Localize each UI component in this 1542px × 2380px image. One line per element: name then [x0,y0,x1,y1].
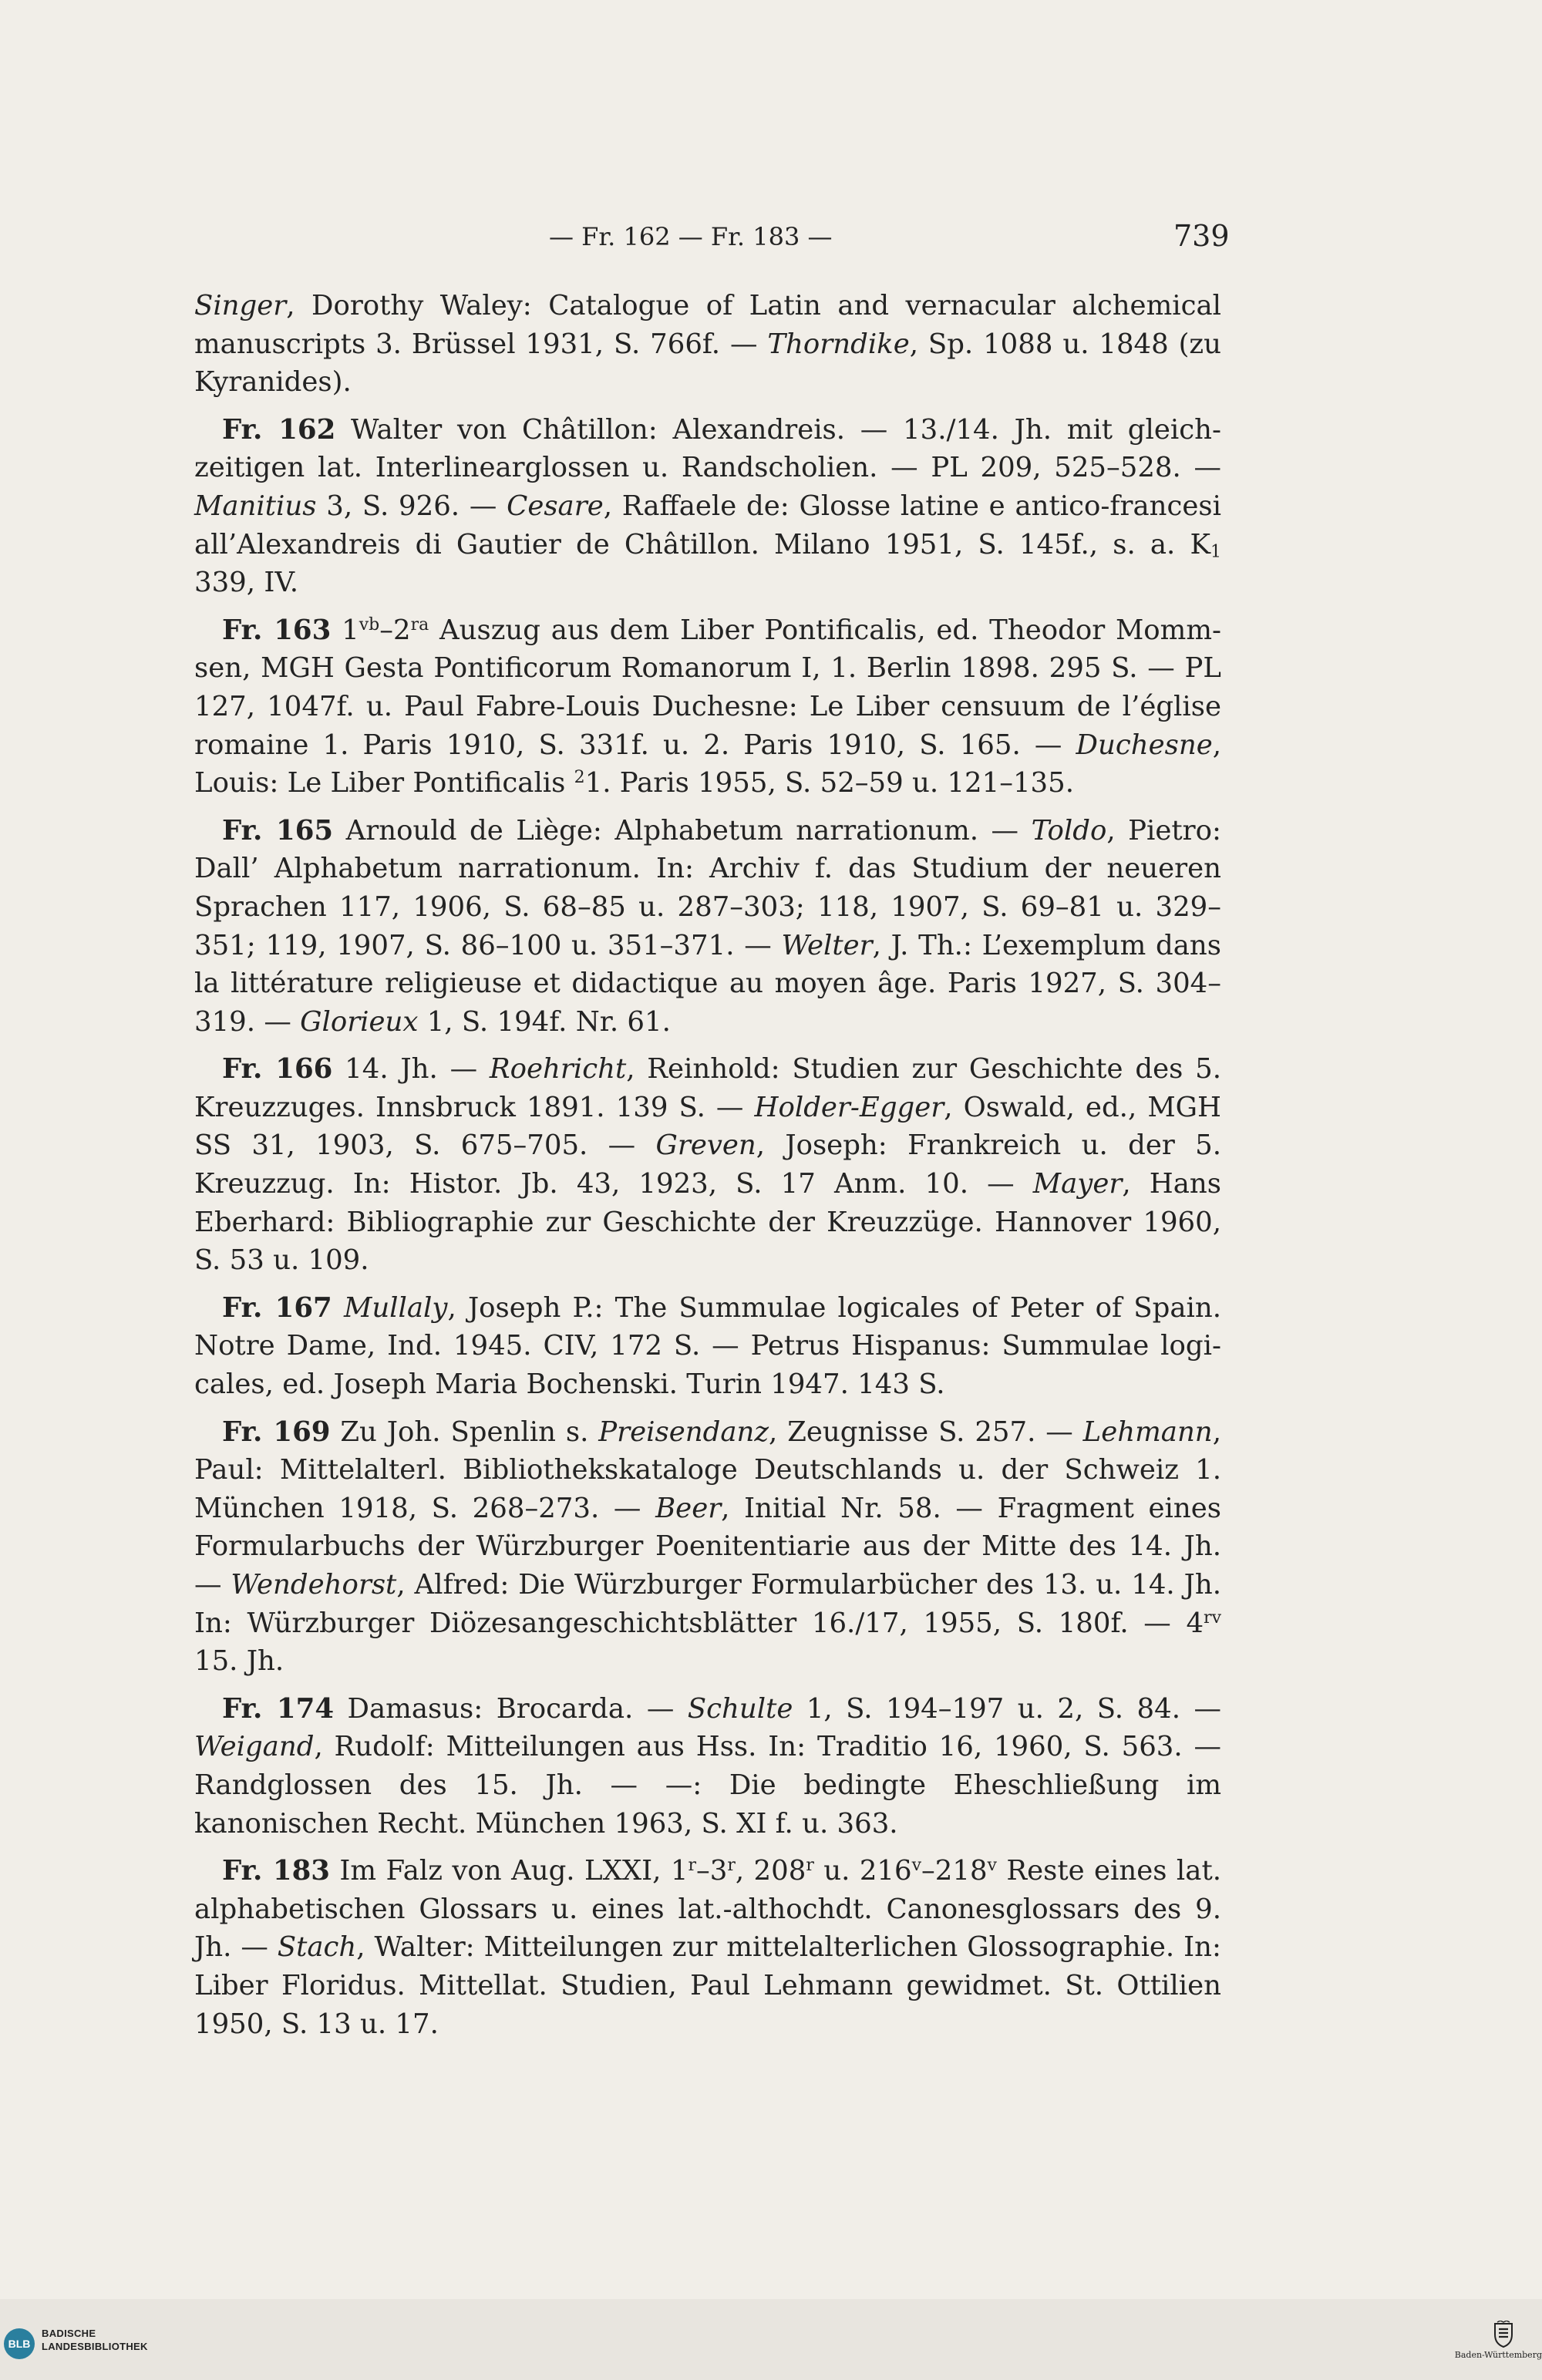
text-run: 1, S. 194f. Nr. 61. [418,1005,671,1038]
superscript: v [987,1856,997,1876]
superscript: 2 [574,768,585,788]
text-run: , Paul: Mittelalterl. Bibliothekskataloge Deutschlands u. der Schweiz 1. München 1918, S. 268–273. — [194,1416,1221,1524]
library-name-line-2: LANDESBIBLIOTHEK [42,2341,148,2352]
text-run: 3, S. 926. — [316,490,507,522]
text-run: , Sp. 1088 u. 1848 (zu Kyranides). [194,328,1222,399]
blb-logo[interactable]: BLB [4,2328,35,2359]
fragment-entry [194,812,1221,1042]
cited-author: Wendehorst [231,1569,397,1601]
text-run: Damasus: Brocarda. — [334,1692,688,1725]
cited-author: Glorieux [300,1005,419,1038]
running-head [0,219,1542,261]
page-number: 739 [1173,219,1230,253]
text-run [332,1292,344,1324]
cited-author: Singer [194,290,287,321]
fragment-label: Fr. 162 [222,413,336,446]
cited-author: Cesare [507,490,604,522]
intro-paragraph [194,287,1221,402]
text-block [194,287,1221,2052]
cited-author: Roehricht [489,1053,627,1086]
text-run: , Dorothy Waley: Catalogue of Latin and vernacular alchemical manuscripts 3. Brüssel 1931, S. 766f. — [194,290,1221,360]
fragment-entry [194,1050,1221,1280]
cited-author: Welter [781,929,873,961]
text-run: Arnould de Liège: Alphabetum narrationum. — [333,814,1032,847]
superscript: rv [1204,1607,1221,1628]
cited-author: Weigand [194,1731,315,1763]
text-run: Zu Joh. Spenlin s. [330,1416,599,1448]
cited-author: Holder-Egger [754,1091,944,1123]
cited-author: Duchesne [1076,729,1213,761]
cited-author: Thorndike [767,328,910,360]
viewer-footer [0,2299,1542,2380]
text-run: –2 [379,614,411,646]
fragment-entry [194,1289,1221,1404]
text-run: Auszug aus dem Liber Pontificalis, ed. Theodor Mommsen, MGH Gesta Pontificorum Romanorum I, 1. Berlin 1898. 295 S. — PL 127, 1047f. u. Paul Fabre-Louis Duchesne: Le Liber censuum de l’église romaine 1. Paris 1910, S. 331f. u. 2. Paris 1910, S. 165. — [194,614,1221,761]
cited-author: Schulte [687,1692,793,1725]
text-run: , Joseph: Frankreich u. der 5. Kreuzzug. In: Histor. Jb. 43, 1923, S. 17 Anm. 10. — [194,1129,1222,1200]
fragment-label: Fr. 169 [222,1416,331,1448]
text-run: , Pietro: Dall’ Alphabetum narrationum. In: Archiv f. das Studium der neueren Sprachen 117, 1906, S. 68–85 u. 287–303; 118, 1907, S. 69–81 u. 329–351; 119, 1907, S. 86–100 u. 351–371. — [194,814,1221,961]
text-run: , Oswald, ed., MGH SS 31, 1903, S. 675–705. — [194,1091,1221,1162]
text-run: , Initial Nr. 58. — Fragment eines Formularbuchs der Würzburger Poenitentiarie aus der Mitte des 14. Jh. — [194,1492,1221,1601]
text-run: 15. Jh. [194,1645,284,1678]
cited-author: Beer [655,1492,722,1524]
text-run: , Rudolf: Mitteilungen aus Hss. In: Traditio 16, 1960, S. 563. — Randglossen des 15. Jh. — —: Die bedingte Eheschließung im kanonischen Recht. München 1963, S. XI f. u. 363. [194,1731,1221,1840]
cited-author: Mullaly [343,1291,448,1324]
text-run: –218 [921,1855,988,1887]
fragment-entry [194,611,1221,803]
superscript: v [911,1856,922,1876]
fragment-label: Fr. 183 [222,1855,330,1887]
text-run: Walter von Châtillon: Alexandreis. — 13./14. Jh. mit gleichzeitigen lat. Interlinearglossen u. Randscholien. — PL 209, 525–528. — [194,413,1221,484]
cited-author: Mayer [1032,1168,1123,1200]
library-name-line-1: BADISCHE [42,2328,96,2339]
state-label: Baden-Württemberg [1454,2350,1542,2360]
running-title: — Fr. 162 — Fr. 183 — [549,222,833,251]
cited-author: Stach [277,1931,357,1964]
text-run: , Louis: Le Liber Pontificalis [194,729,1221,800]
superscript: r [688,1856,696,1876]
text-run: 339, IV. [194,567,299,599]
cited-author: Preisendanz [598,1416,769,1448]
coat-of-arms-icon [1493,2321,1514,2348]
text-run: u. 216 [813,1855,912,1887]
text-run: , Alfred: Die Würzburger Formularbücher des 13. u. 14. Jh. In: Würzburger Diözesangeschichtsblätter 16./17, 1955, S. 180f. — 4 [194,1569,1221,1639]
text-run: , Hans Eberhard: Bibliographie zur Geschichte der Kreuzzüge. Hannover 1960, S. 53 u. 109. [194,1168,1221,1277]
superscript: r [806,1856,814,1876]
cited-author: Greven [655,1129,756,1162]
fragment-entry [194,1413,1221,1681]
text-run: 1. Paris 1955, S. 52–59 u. 121–135. [584,767,1074,800]
text-run: , Reinhold: Studien zur Geschichte des 5. Kreuzzuges. Innsbruck 1891. 139 S. — [194,1053,1221,1123]
text-run: , Zeugnisse S. 257. — [769,1416,1083,1448]
text-run: , J. Th.: L’exemplum dans la littérature religieuse et didactique au moyen âge. Paris 1927, S. 304–319. — [194,929,1222,1038]
text-run: Im Falz von Aug. LXXI, 1 [329,1855,689,1887]
text-run: , Walter: Mitteilungen zur mittelalterlichen Glossographie. In: Liber Floridus. Mittellat. Studien, Paul Lehmann gewidmet. St. Ottilien 1950, S. 13 u. 17. [194,1931,1222,2040]
text-run: , Joseph P.: The Summulae logicales of Peter of Spain. Notre Dame, Ind. 1945. CIV, 172 S. — Petrus Hispanus: Summulae logicales, ed. Joseph Maria Bochenski. Turin 1947. 143 S. [194,1291,1221,1401]
library-name[interactable] [42,2327,211,2353]
fragment-label: Fr. 166 [222,1053,333,1086]
superscript: ra [410,614,429,635]
fragment-label: Fr. 174 [222,1692,335,1725]
fragment-entry [194,1690,1221,1843]
text-run: 1 [331,614,359,646]
fragment-label: Fr. 165 [222,814,334,847]
superscript: vb [359,614,380,635]
superscript: r [727,1856,736,1876]
text-run: 1, S. 194–197 u. 2, S. 84. — [793,1692,1221,1725]
fragment-label: Fr. 163 [222,614,332,646]
cited-author: Manitius [194,490,317,522]
fragment-entry [194,411,1221,602]
cited-author: Lehmann [1082,1416,1213,1448]
text-run: 14. Jh. — [332,1053,490,1086]
text-run: , Raffaele de: Glosse latine e antico-francesi all’Alexandreis di Gautier de Châtillon. Milano 1951, S. 145f., s. a. K [194,490,1221,560]
subscript: 1 [1210,541,1221,561]
fragment-entry [194,1852,1221,2043]
text-run: –3 [695,1855,728,1887]
cited-author: Toldo [1031,814,1107,847]
text-run: , 208 [735,1855,806,1887]
fragment-label: Fr. 167 [222,1291,332,1324]
text-run: Reste eines lat. alphabetischen Glossars u. eines lat.-althochdt. Canonesglossars des 9. Jh. — [194,1855,1221,1964]
